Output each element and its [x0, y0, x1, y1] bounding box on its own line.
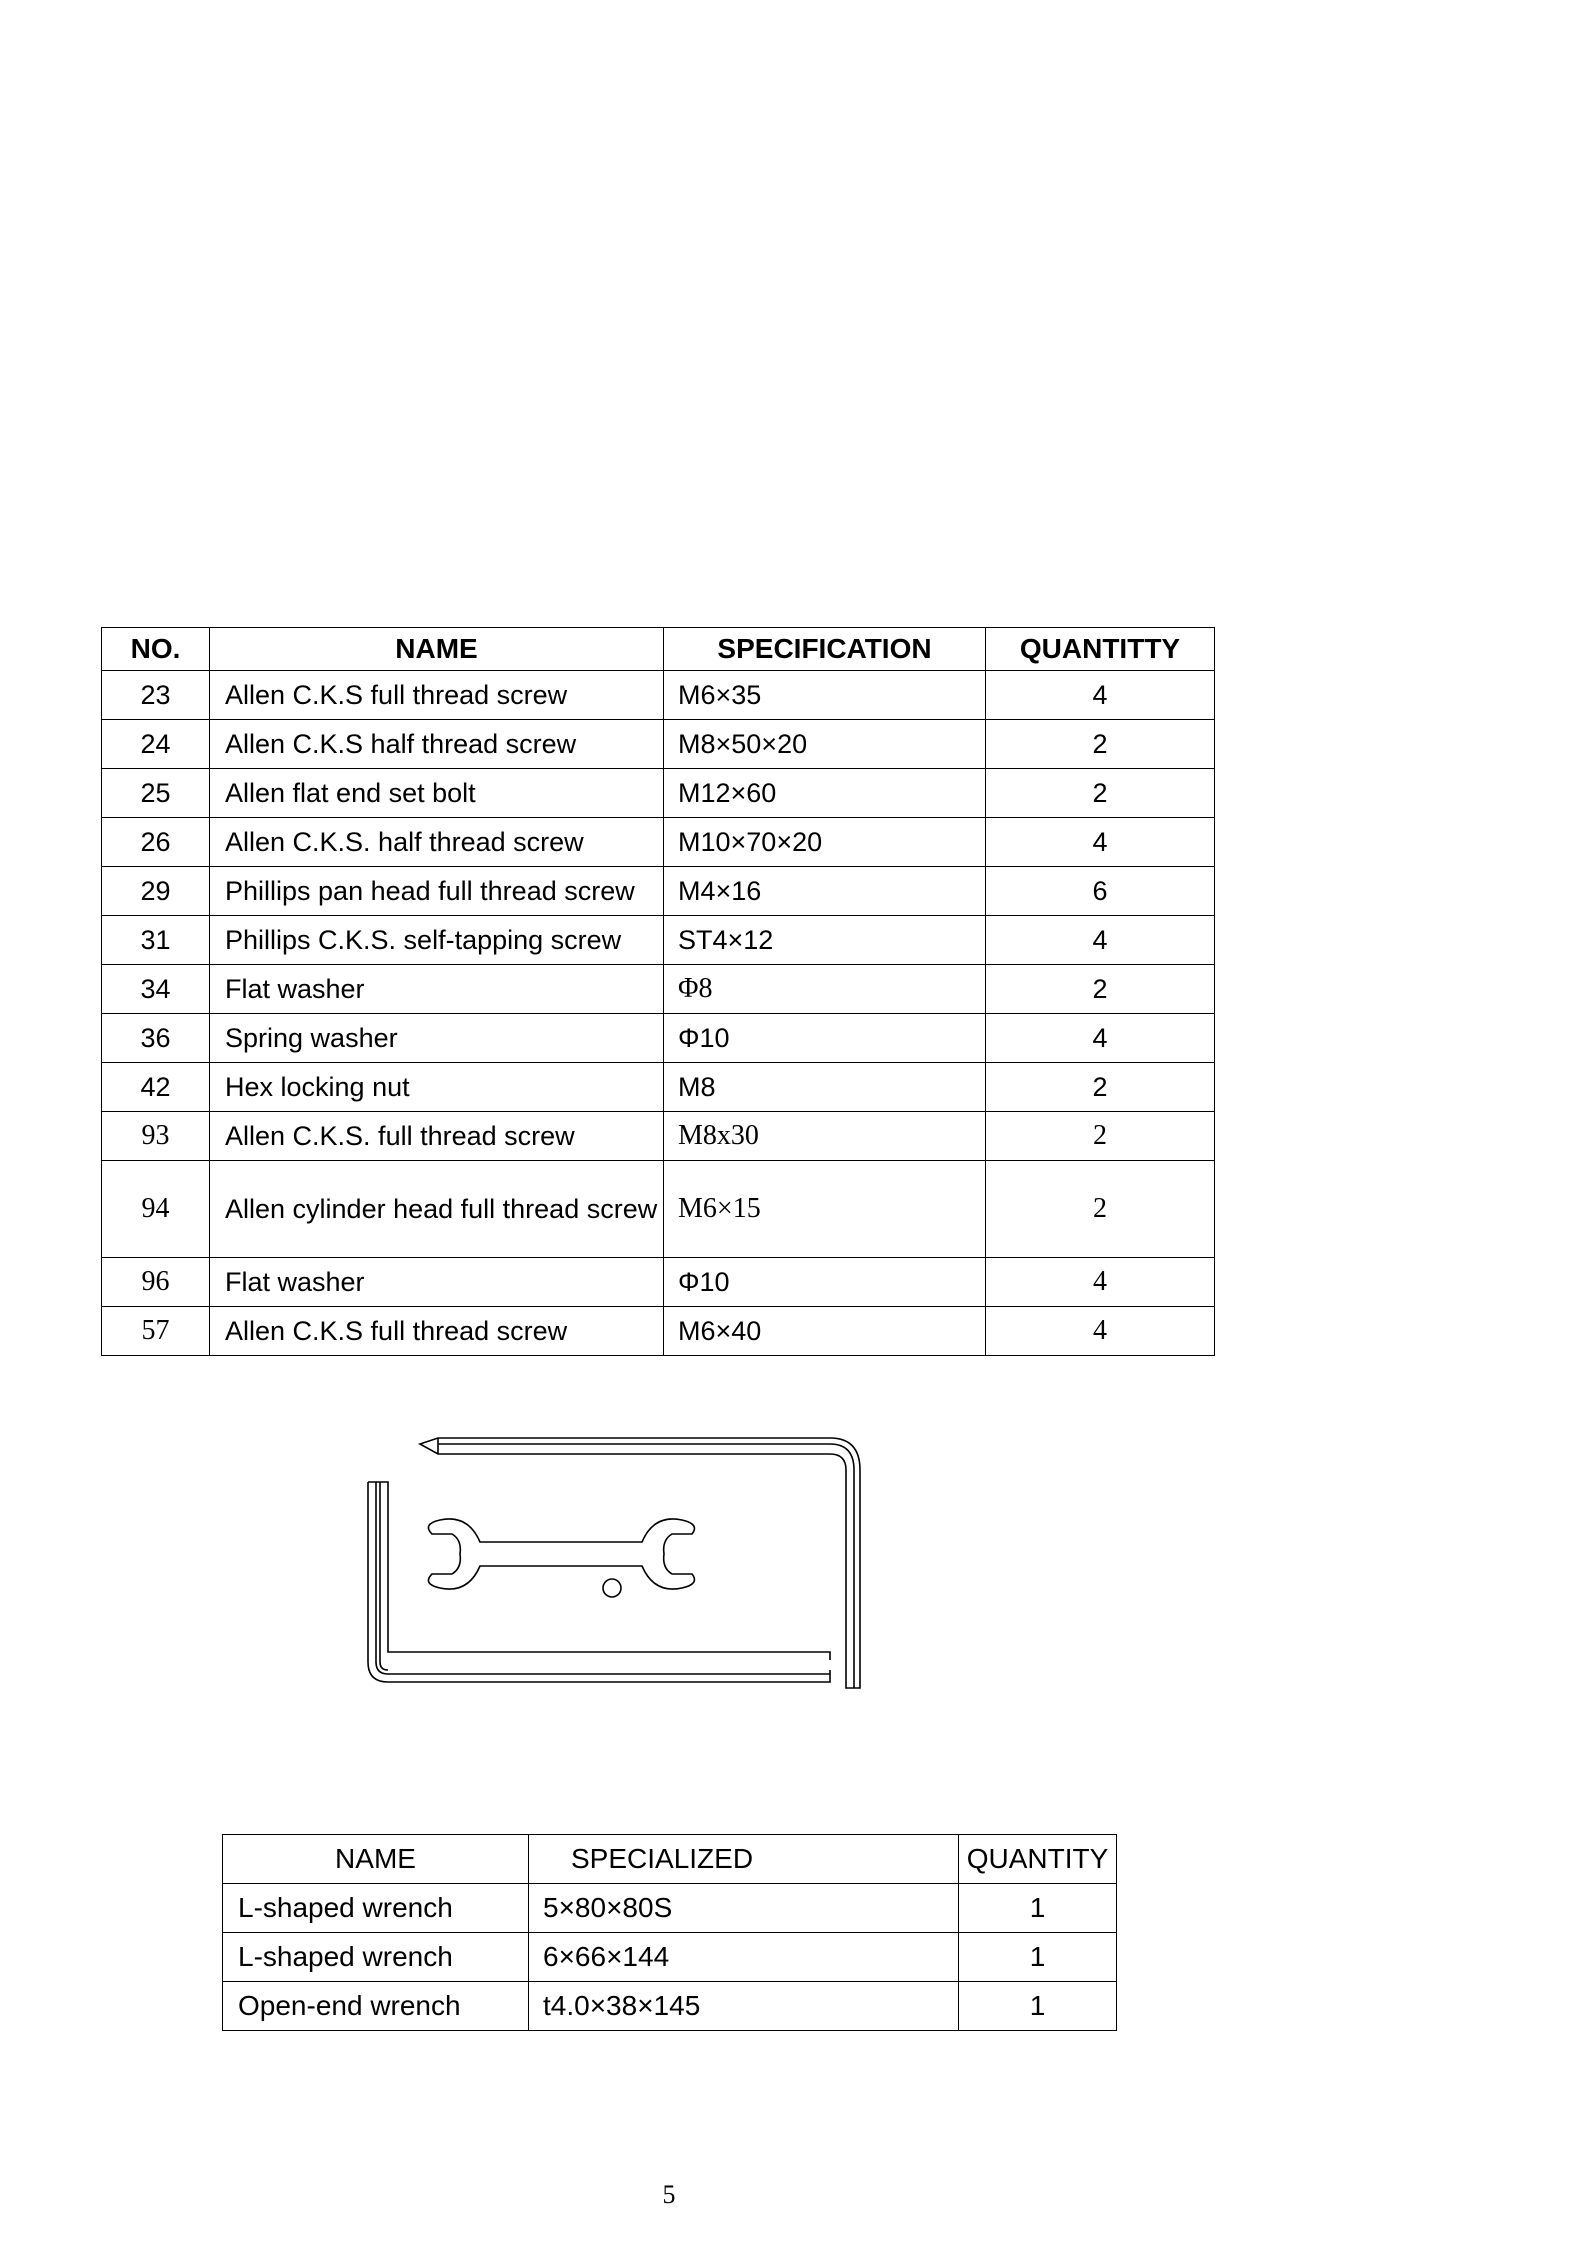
part-specification: Φ8: [664, 965, 986, 1014]
part-specification: ST4×12: [664, 916, 986, 965]
part-name: Hex locking nut: [210, 1063, 664, 1112]
header-name: NAME: [223, 1835, 529, 1884]
part-number: 36: [102, 1014, 210, 1063]
header-specialized: SPECIALIZED: [529, 1835, 959, 1884]
table-row: [102, 671, 1215, 720]
tool-name: L-shaped wrench: [223, 1933, 529, 1982]
table-row: [102, 916, 1215, 965]
tool-specification: t4.0×38×145: [529, 1982, 959, 2031]
part-quantity: 2: [986, 769, 1215, 818]
part-number: 42: [102, 1063, 210, 1112]
header-quantity: QUANTITTY: [986, 628, 1215, 671]
part-name: Phillips C.K.S. self-tapping screw: [210, 916, 664, 965]
table-row: [223, 1982, 1117, 2031]
page-number: 5: [662, 2180, 676, 2209]
part-number: 57: [102, 1307, 210, 1356]
part-specification: M8×50×20: [664, 720, 986, 769]
table-row: [102, 1063, 1215, 1112]
open-end-wrench-icon: [428, 1519, 694, 1597]
table-row: [102, 1112, 1215, 1161]
part-specification: Φ10: [664, 1014, 986, 1063]
part-number: 29: [102, 867, 210, 916]
tools-illustration: [360, 1430, 880, 1702]
part-number: 25: [102, 769, 210, 818]
tool-name: L-shaped wrench: [223, 1884, 529, 1933]
part-specification: M4×16: [664, 867, 986, 916]
part-specification: Φ10: [664, 1258, 986, 1307]
part-name: Spring washer: [210, 1014, 664, 1063]
part-number: 31: [102, 916, 210, 965]
part-name: Allen C.K.S full thread screw: [210, 1307, 664, 1356]
table-row: [102, 867, 1215, 916]
short-l-wrench-icon: [420, 1438, 860, 1688]
part-name: Flat washer: [210, 1258, 664, 1307]
part-name: Allen C.K.S. full thread screw: [210, 1112, 664, 1161]
header-name: NAME: [210, 628, 664, 671]
table-row: [102, 769, 1215, 818]
header-specification: SPECIFICATION: [664, 628, 986, 671]
part-specification: M8: [664, 1063, 986, 1112]
table-row: [102, 1161, 1215, 1258]
part-specification: M12×60: [664, 769, 986, 818]
part-quantity: 2: [986, 1112, 1215, 1161]
part-quantity: 6: [986, 867, 1215, 916]
header-no: NO.: [102, 628, 210, 671]
part-specification: M8x30: [664, 1112, 986, 1161]
table-header-row: [102, 628, 1215, 671]
table-row: [102, 965, 1215, 1014]
table-header-row: [223, 1835, 1117, 1884]
part-specification: M6×40: [664, 1307, 986, 1356]
table-row: [223, 1933, 1117, 1982]
part-number: 34: [102, 965, 210, 1014]
part-quantity: 4: [986, 916, 1215, 965]
part-name: Allen C.K.S half thread screw: [210, 720, 664, 769]
part-number: 23: [102, 671, 210, 720]
header-quantity: QUANTITY: [959, 1835, 1117, 1884]
part-quantity: 4: [986, 1258, 1215, 1307]
part-quantity: 2: [986, 1063, 1215, 1112]
part-name: Allen cylinder head full thread screw: [210, 1161, 664, 1258]
tool-quantity: 1: [959, 1982, 1117, 2031]
part-number: 26: [102, 818, 210, 867]
part-name: Allen C.K.S. half thread screw: [210, 818, 664, 867]
part-name: Phillips pan head full thread screw: [210, 867, 664, 916]
tool-name: Open-end wrench: [223, 1982, 529, 2031]
table-row: [102, 1258, 1215, 1307]
part-quantity: 4: [986, 1307, 1215, 1356]
tool-quantity: 1: [959, 1884, 1117, 1933]
part-specification: M10×70×20: [664, 818, 986, 867]
part-quantity: 4: [986, 818, 1215, 867]
part-number: 93: [102, 1112, 210, 1161]
part-number: 94: [102, 1161, 210, 1258]
table-row: [102, 1014, 1215, 1063]
part-specification: M6×15: [664, 1161, 986, 1258]
part-number: 96: [102, 1258, 210, 1307]
hardware-parts-table: [101, 627, 1215, 1356]
part-name: Flat washer: [210, 965, 664, 1014]
tool-specification: 5×80×80S: [529, 1884, 959, 1933]
table-row: [102, 1307, 1215, 1356]
table-row: [102, 720, 1215, 769]
part-specification: M6×35: [664, 671, 986, 720]
tools-table: [222, 1834, 1117, 2031]
part-quantity: 4: [986, 671, 1215, 720]
part-quantity: 2: [986, 720, 1215, 769]
tool-specification: 6×66×144: [529, 1933, 959, 1982]
tool-quantity: 1: [959, 1933, 1117, 1982]
table-row: [223, 1884, 1117, 1933]
part-quantity: 4: [986, 1014, 1215, 1063]
part-number: 24: [102, 720, 210, 769]
part-name: Allen C.K.S full thread screw: [210, 671, 664, 720]
part-name: Allen flat end set bolt: [210, 769, 664, 818]
part-quantity: 2: [986, 965, 1215, 1014]
part-quantity: 2: [986, 1161, 1215, 1258]
table-row: [102, 818, 1215, 867]
long-l-wrench-icon: [368, 1482, 830, 1682]
